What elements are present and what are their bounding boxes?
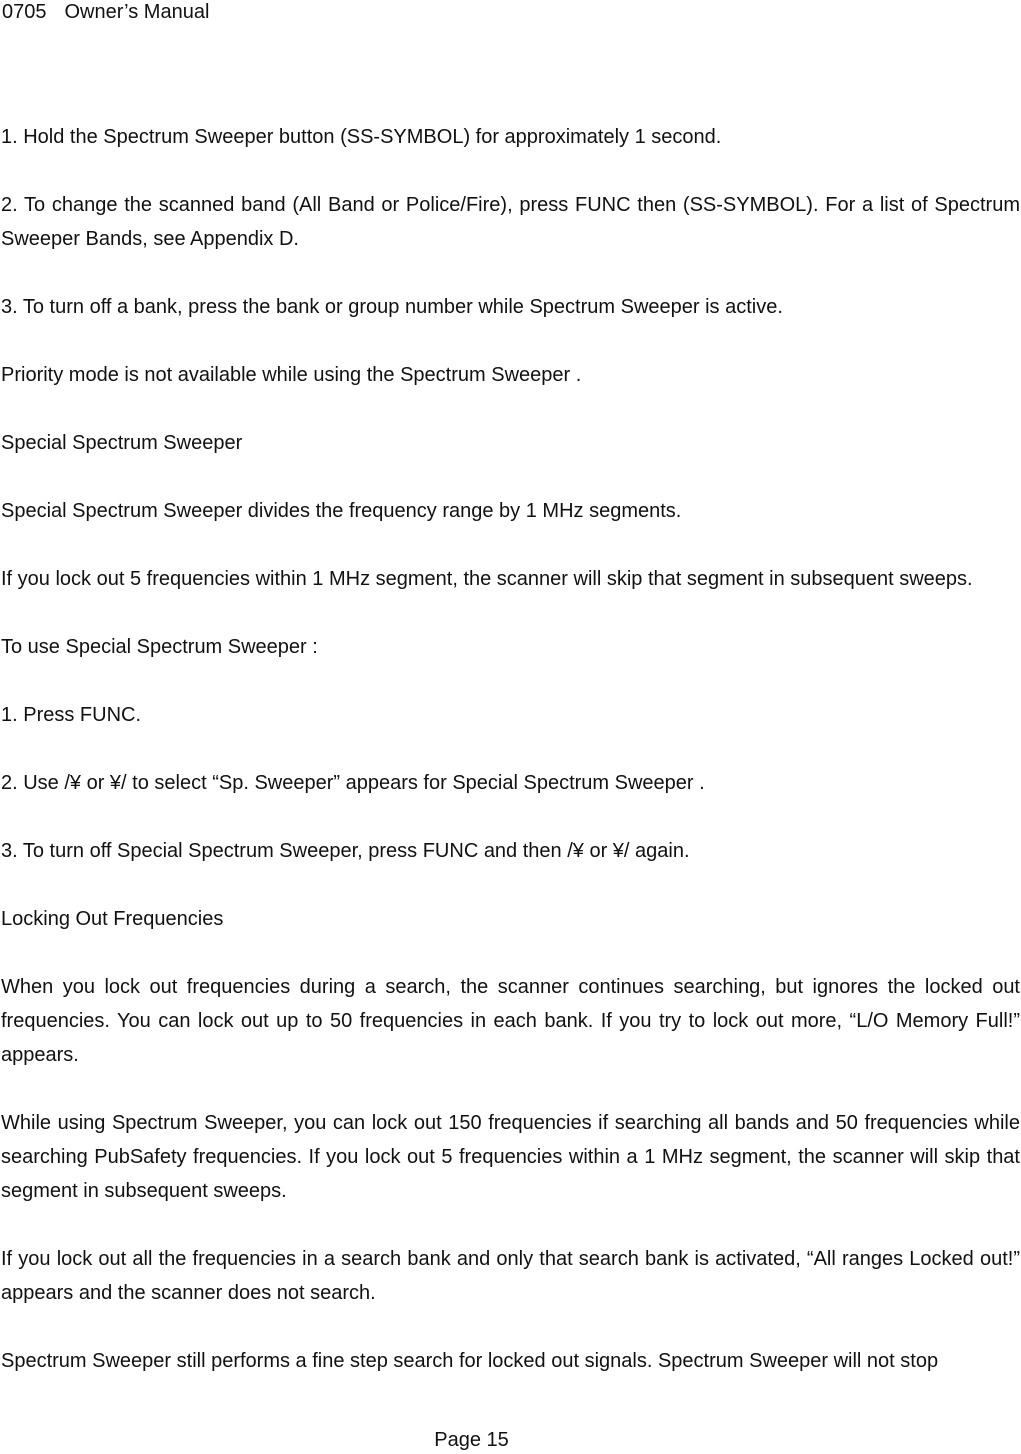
- manual-body: [1, 120, 1020, 1412]
- lockout-spectrum-sweeper-limits: While using Spectrum Sweeper, you can lock out 150 frequencies if searching all bands and 50 frequencies while searching PubSafety frequencies. If you lock out 5 frequencies within a 1 MHz segment, the scanner will skip that segment in subsequent sweeps.: [1, 1112, 1020, 1202]
- step-turn-off-bank: 3. To turn off a bank, press the bank or group number while Spectrum Sweeper is active.: [1, 296, 783, 318]
- step-turn-off-special-sweeper: 3. To turn off Special Spectrum Sweeper, press FUNC and then /¥ or ¥/ again.: [1, 840, 690, 862]
- model-number: 0705: [2, 1, 47, 23]
- special-sweeper-description: Special Spectrum Sweeper divides the frequency range by 1 MHz segments.: [1, 500, 682, 522]
- page-header: [2, 0, 209, 24]
- special-sweeper-usage-intro: To use Special Spectrum Sweeper :: [1, 636, 318, 658]
- section-heading-special-spectrum-sweeper: Special Spectrum Sweeper: [1, 432, 243, 454]
- lockout-description: When you lock out frequencies during a search, the scanner continues searching, but ignores the locked out frequencies. You can lock out up to 50 frequencies in each bank. If you try to lock out more, “L/O Memory Full!” appears.: [1, 976, 1020, 1066]
- page-number: Page 15: [434, 1429, 509, 1451]
- step-select-sp-sweeper: 2. Use /¥ or ¥/ to select “Sp. Sweeper” appears for Special Spectrum Sweeper .: [1, 772, 705, 794]
- manual-title: Owner’s Manual: [64, 1, 210, 23]
- segment-skip-note: If you lock out 5 frequencies within 1 MHz segment, the scanner will skip that segment in subsequent sweeps.: [1, 568, 973, 590]
- fine-step-search-note: Spectrum Sweeper still performs a fine step search for locked out signals. Spectrum Sweeper will not stop: [1, 1350, 939, 1372]
- step-hold-button: 1. Hold the Spectrum Sweeper button (SS-SYMBOL) for approximately 1 second.: [1, 126, 722, 148]
- all-ranges-locked-note: If you lock out all the frequencies in a search bank and only that search bank is activated, “All ranges Locked out!” appears and the scanner does not search.: [1, 1248, 1020, 1304]
- step-change-band: 2. To change the scanned band (All Band or Police/Fire), press FUNC then (SS-SYMBOL). For a list of Spectrum Sweeper Bands, see Appendix D.: [1, 194, 1020, 250]
- section-heading-locking-out: Locking Out Frequencies: [1, 908, 224, 930]
- priority-note: Priority mode is not available while using the Spectrum Sweeper .: [1, 364, 582, 386]
- step-press-func: 1. Press FUNC.: [1, 704, 142, 726]
